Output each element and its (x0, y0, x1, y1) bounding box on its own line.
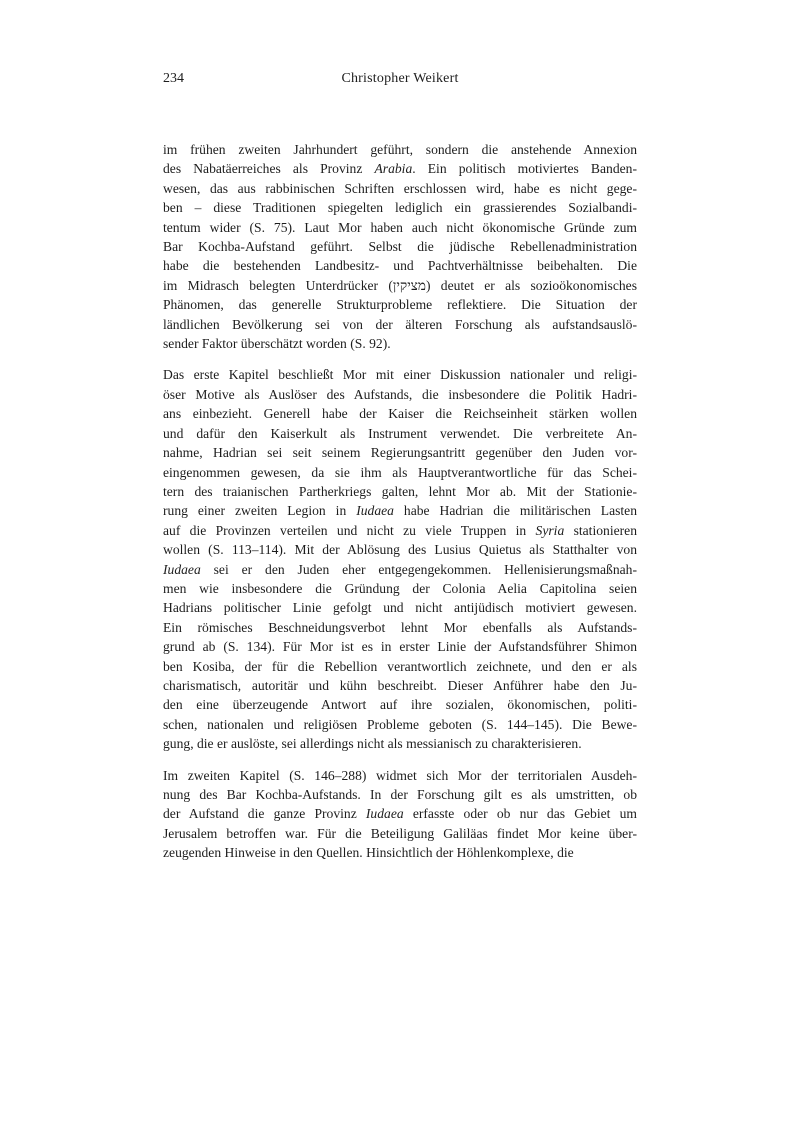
body-text: . Ein politisch motiviertes Banden- (412, 161, 637, 177)
body-text: ben Kosiba, der für die Rebellion verantwortlich zeichnete, und den er als (163, 658, 637, 674)
body-text: Ein römisches Beschneidungsverbot lehnt Mor ebenfalls als Aufstands- (163, 619, 637, 635)
body-text: men wie insbesondere die Gründung der Colonia Aelia Capitolina seien (163, 580, 637, 596)
body-text: im frühen zweiten Jahrhundert geführt, sondern die anstehende Annexion (163, 142, 637, 157)
italic-text: Arabia (374, 161, 413, 177)
body-text: erfasste oder ob nur das Gebiet um (403, 806, 637, 822)
body-text: nahme, Hadrian sei seit seinem Regierungsantritt gegenüber den Juden vor- (163, 445, 637, 461)
body-line (163, 404, 637, 423)
body-line (163, 365, 637, 384)
body-line (163, 315, 637, 334)
body-line (163, 482, 637, 501)
body-line (163, 843, 637, 862)
body-text: Das erste Kapitel beschließt Mor mit einer Diskussion nationaler und religi- (163, 367, 637, 383)
body-text: habe Hadrian die militärischen Lasten (393, 503, 637, 519)
body-line (163, 463, 637, 482)
body-line (163, 237, 637, 256)
body-text: sender Faktor überschätzt worden (S. 92). (163, 336, 391, 352)
body-text: Jerusalem betroffen war. Für die Beteiligung Galiläas findet Mor keine über- (163, 825, 637, 841)
body-text: ländlichen Bevölkerung sei von der älteren Forschung als aufstandsauslö- (163, 316, 637, 332)
body-text: auf die Provinzen verteilen und nicht zu viele Truppen in (163, 522, 536, 538)
body-text: rung einer zweiten Legion in (163, 503, 357, 519)
body-text: und dafür den Kaiserkult als Instrument verwendet. Die verbreitete An- (163, 425, 637, 441)
body-line (163, 579, 637, 598)
body-text: des Nabatäerreiches als Provinz (163, 161, 375, 177)
body-line (163, 334, 637, 353)
body-text: habe die bestehenden Landbesitz- und Pachtverhältnisse beibehalten. Die (163, 258, 637, 274)
body-line (163, 618, 637, 637)
body-line (163, 198, 637, 217)
body-text: Bar Kochba-Aufstand geführt. Selbst die jüdische Rebellenadministration (163, 239, 637, 255)
italic-text: Iudaea (163, 561, 201, 577)
italic-text: Syria (535, 522, 565, 538)
body-line (163, 785, 637, 804)
body-text: wollen (S. 113–114). Mit der Ablösung des Lusius Quietus als Statthalter von (163, 542, 637, 558)
body-text: stationieren (564, 522, 637, 538)
body-line (163, 159, 637, 178)
body-text: nung des Bar Kochba-Aufstands. In der Forschung gilt es als umstritten, ob (163, 787, 637, 802)
body-line (163, 385, 637, 404)
body-line (163, 734, 637, 753)
body-text: charismatisch, autoritär und kühn beschreibt. Dieser Anführer habe den Ju- (163, 677, 637, 693)
body-line (163, 824, 637, 843)
body-text: schen, nationalen und religiösen Probleme geboten (S. 144–145). Die Bewe- (163, 716, 637, 732)
body-line (163, 276, 637, 295)
body-text: sei er den Juden eher entgegengekommen. Hellenisierungsmaßnah- (200, 561, 637, 577)
body-line (163, 179, 637, 198)
paragraph (163, 766, 637, 863)
body-text: tern des traianischen Partherkriegs galten, lehnt Mor ab. Mit der Stationie- (163, 483, 637, 499)
body-text: Hadrians politischer Linie gefolgt und nicht antijüdisch motiviert gewesen. (163, 600, 637, 616)
body-line (163, 766, 637, 785)
body-text: wesen, das aus rabbinischen Schriften erschlossen wird, habe es nicht gege- (163, 180, 637, 196)
body-line (163, 657, 637, 676)
body-text: tentum wider (S. 75). Laut Mor haben auch nicht ökonomische Gründe zum (163, 219, 637, 235)
body-line (163, 715, 637, 734)
body-line (163, 560, 637, 579)
body-text: der Aufstand die ganze Provinz (163, 806, 366, 822)
body-line (163, 295, 637, 314)
body-line (163, 443, 637, 462)
body-line (163, 676, 637, 695)
body-text: im Midrasch belegten Unterdrücker (מציקין) deutet er als sozioökonomisches (163, 277, 637, 293)
italic-text: Iudaea (365, 806, 404, 822)
body-text: zeugenden Hinweise in den Quellen. Hinsichtlich der Höhlenkomplexe, die (163, 845, 574, 861)
italic-text: Iudaea (356, 503, 394, 519)
body-line (163, 540, 637, 559)
running-head: Christopher Weikert (341, 71, 459, 86)
body-line (163, 521, 637, 540)
body-line (163, 637, 637, 656)
paragraph (163, 365, 637, 753)
body-text: Im zweiten Kapitel (S. 146–288) widmet sich Mor der territorialen Ausdeh- (163, 767, 637, 783)
body-text: öser Motive als Auslöser des Aufstands, die insbesondere die Politik Hadri- (163, 386, 637, 402)
body-text: gung, die er auslöste, sei allerdings nicht als messianisch zu charakterisieren. (163, 736, 582, 752)
body-text: ben – diese Traditionen spiegelten lediglich ein grassierendes Sozialbandi- (163, 200, 637, 216)
body-text: Phänomen, das generelle Strukturprobleme reflektiere. Die Situation der (163, 297, 637, 313)
body-text: den eine überzeugende Antwort auf ihre sozialen, ökonomischen, politi- (163, 697, 637, 713)
body-text: eingenommen gewesen, da sie ihm als Hauptverantwortliche für das Schei- (163, 464, 637, 480)
body-line (163, 140, 637, 159)
review-text (163, 140, 637, 863)
page-header (163, 71, 637, 89)
body-line (163, 424, 637, 443)
body-text: grund ab (S. 134). Für Mor ist es in erster Linie der Aufstandsführer Shimon (163, 639, 637, 655)
page-number: 234 (163, 71, 184, 86)
body-text: ans einbezieht. Generell habe der Kaiser die Reichseinheit stärken wollen (163, 406, 637, 422)
body-line (163, 695, 637, 714)
body-line (163, 218, 637, 237)
body-line (163, 256, 637, 275)
body-line (163, 804, 637, 823)
body-line (163, 598, 637, 617)
body-line (163, 501, 637, 520)
paragraph (163, 140, 637, 353)
